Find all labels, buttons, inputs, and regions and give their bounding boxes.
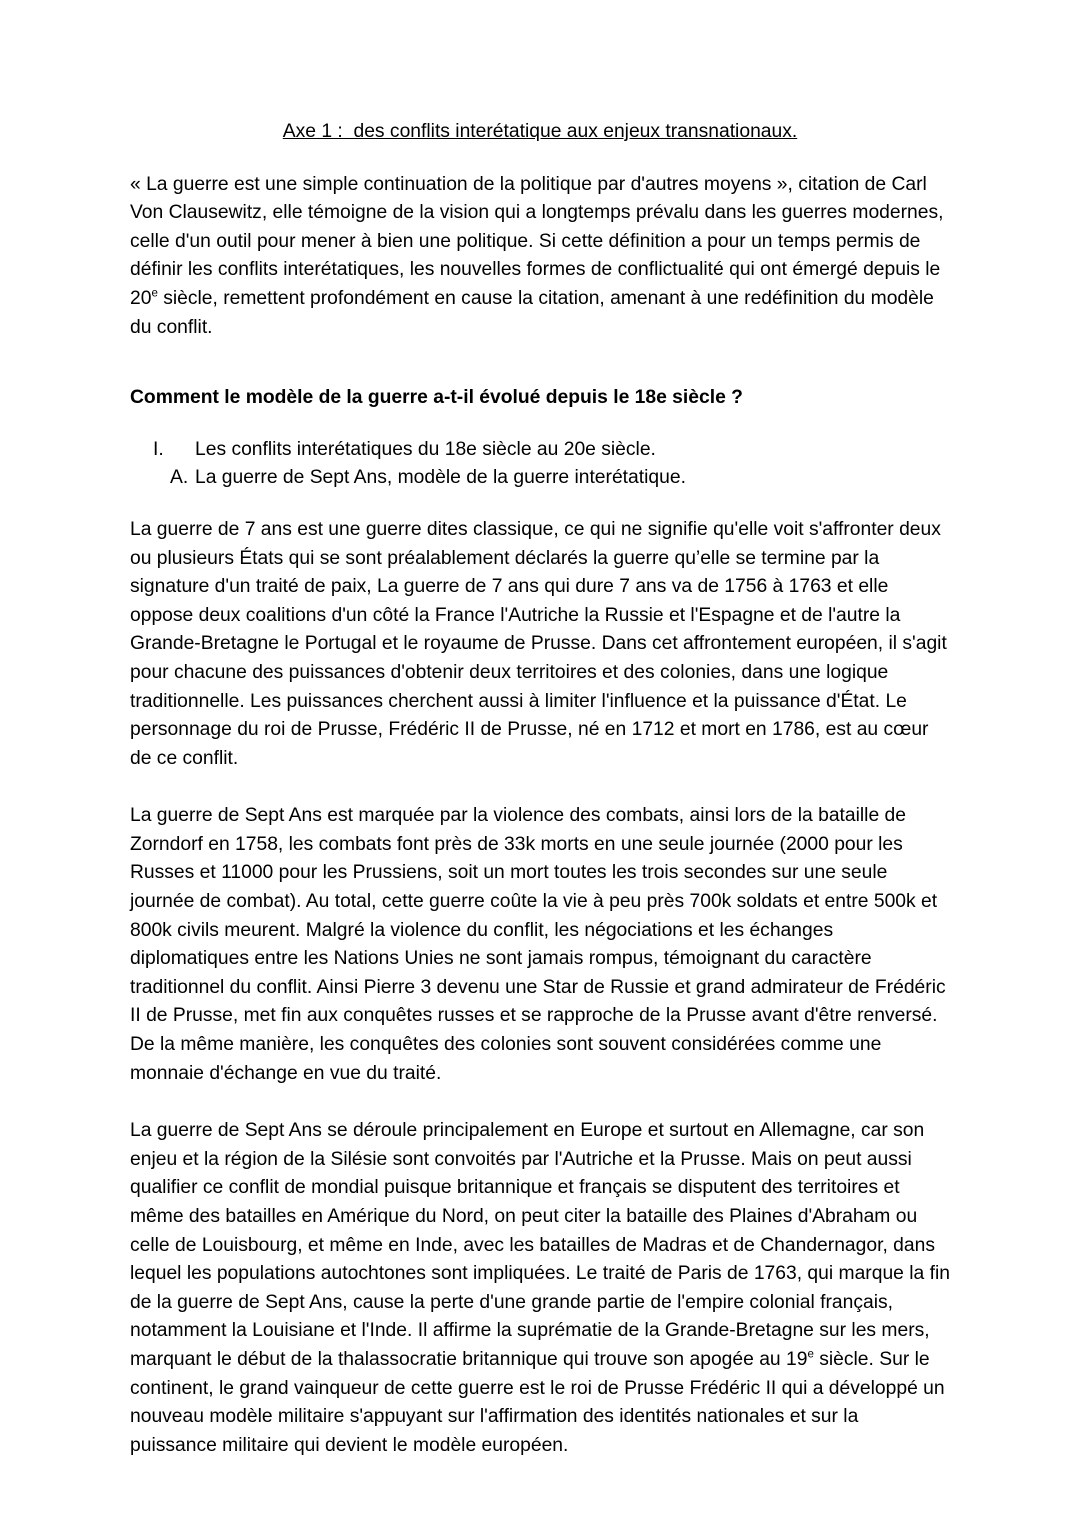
theatre-text-before-superscript: La guerre de Sept Ans se déroule principalement en Europe et surtout en Allemagne, car son enjeu et la région de la Silésie sont convoités par l'Autriche et la Prusse. Mais on peut aussi qualifier ce conflit de mondial puisque britannique et français se disputent des territoires et même des batailles en Amérique du Nord, on peut citer la bataille des Plaines d'Abraham ou celle de Louisbourg, et même en Inde, avec les batailles de Madras et de Chandernagor, dans lequel les populations autochtones sont impliquées. Le traité de Paris de 1763, qui marque la fin de la guerre de Sept Ans, cause la perte d'une grande partie de l'empire colonial français, notamment la Louisiane et l'Inde. Il affirme la suprématie de la Grande-Bretagne sur les mers, marquant le début de la thalassocratie britannique qui trouve son apogée au 19: [130, 1120, 956, 1370]
intro-text-before-superscript: « La guerre est une simple continuation de la politique par d'autres moyens », citation de Carl Von Clausewitz, elle témoigne de la vision qui a longtemps prévalu dans les guerres modernes, celle d'un outil pour mener à bien une politique. Si cette définition a pour un temps permis de définir les conflits interétatiques, les nouvelles formes de conflictualité qui ont émergé depuis le 20: [130, 173, 949, 309]
theatre-century-superscript: e: [807, 1348, 814, 1361]
outline-label-I: Les conflits interétatiques du 18e siècle au 20e siècle.: [195, 438, 656, 460]
paragraph-theatres-and-treaty: [130, 1117, 956, 1460]
outline-marker-I: I.: [153, 438, 164, 460]
paragraph-seven-years-war: La guerre de 7 ans est une guerre dites classique, ce qui ne signifie qu'elle voit s'affronter deux ou plusieurs États qui se sont préalablement déclarés la guerre qu’elle se termine par la signature d'un traité de paix, La guerre de 7 ans qui dure 7 ans va de 1756 à 1763 et elle oppose deux coalitions d'un côté la France l'Autriche la Russie et l'Espagne et de l'autre la Grande-Bretagne le Portugal et le royaume de Prusse. Dans cet affrontement européen, il s'agit pour chacune des puissances d'obtenir deux territoires et des colonies, dans une logique traditionnelle. Les puissances cherchent aussi à limiter l'influence et la puissance d'État. Le personnage du roi de Prusse, Frédéric II de Prusse, né en 1712 et mort en 1786, est au cœur de ce conflit.: [130, 518, 953, 769]
intro-text-after-superscript: siècle, remettent profondément en cause la citation, amenant à une redéfinition du modèle du conflit.: [130, 287, 940, 338]
outline-list: [130, 436, 950, 493]
outline-item-I: [130, 436, 950, 465]
document-title: Axe 1 : des conflits interétatique aux enjeux transnationaux.: [282, 121, 798, 142]
intro-paragraph: [130, 171, 950, 343]
outline-marker-A: A.: [170, 467, 189, 489]
outline-item-A: [130, 464, 950, 493]
theatre-text-after-superscript: siècle. Sur le continent, le grand vainqueur de cette guerre est le roi de Prusse Frédéric II qui a développé un nouveau modèle militaire s'appuyant sur l'affirmation des identités nationales et sur la puissance militaire qui devient le modèle européen.: [130, 1348, 950, 1456]
problem-question-heading: Comment le modèle de la guerre a-t-il évolué depuis le 18e siècle ?: [130, 387, 743, 409]
intro-century-superscript: e: [151, 287, 158, 300]
outline-label-A: La guerre de Sept Ans, modèle de la guerre interétatique.: [195, 467, 686, 489]
paragraph-violence-of-combat: La guerre de Sept Ans est marquée par la violence des combats, ainsi lors de la bataille de Zorndorf en 1758, les combats font près de 33k morts en une seule journée (2000 pour les Russes et 11000 pour les Prussiens, soit un mort toutes les trois secondes sur une seule journée de combat). Au total, cette guerre coûte la vie à peu près 700k soldats et entre 500k et 800k civils meurent. Malgré la violence du conflit, les négociations et les échanges diplomatiques entre les Nations Unies ne sont jamais rompus, témoignant du caractère traditionnel du conflit. Ainsi Pierre 3 devenu une Star de Russie et grand admirateur de Frédéric II de Prusse, met fin aux conquêtes russes et se rapproche de la Prusse avant d'être renversé. De la même manière, les conquêtes des colonies sont souvent considérées comme une monnaie d'échange en vue du traité.: [130, 805, 951, 1084]
